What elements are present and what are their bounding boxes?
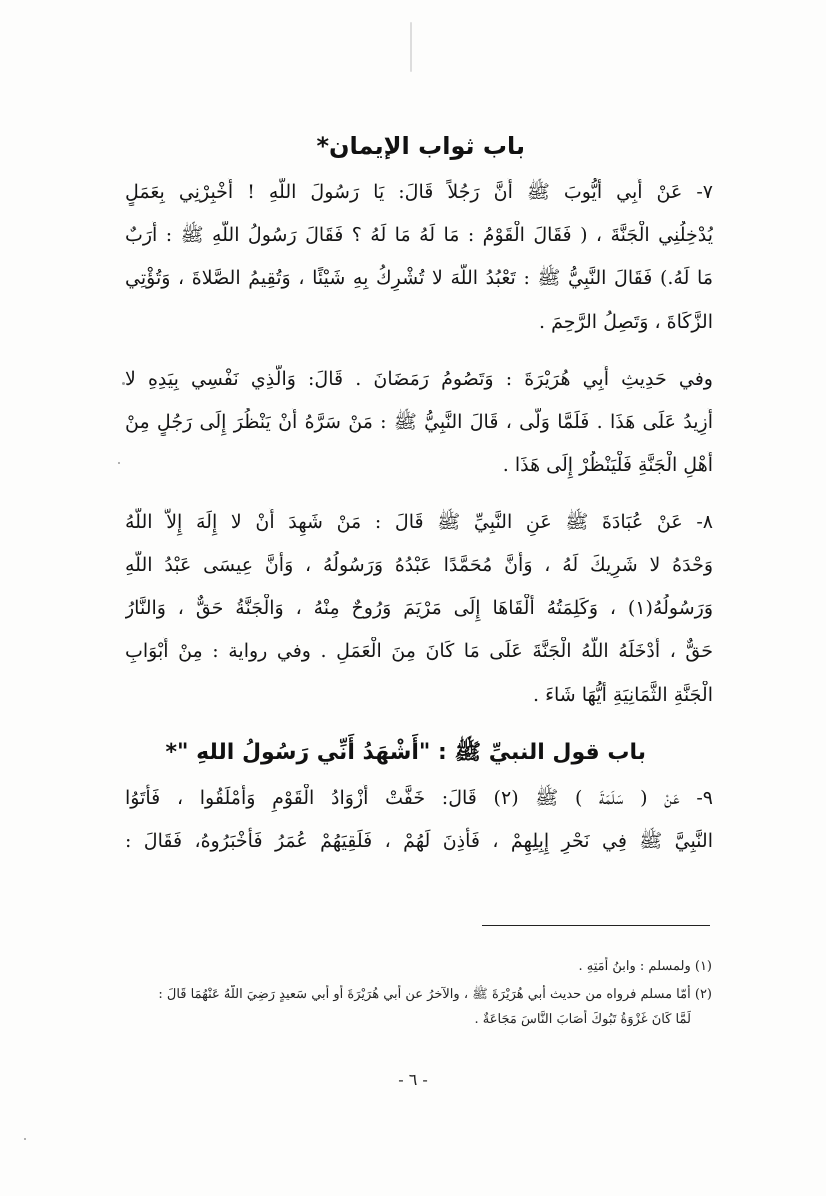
text-line: وَرَسُولُهُ(١) ، وَكَلِمَتُهُ أَلْقَاهَا إِلَى مَرْيَمَ وَرُوحٌ مِنْهُ ، وَالْجَنَّةُ حَقٌّ ، وَالنَّارُ (125, 597, 713, 619)
page-number: - ٦ - (398, 1070, 428, 1089)
text-line: حَقٌّ ، أَدْخَلَهُ اللَّهُ الْجَنَّةَ عَلَى مَا كَانَ مِنَ الْعَمَلِ . وفي رواية : مِنْ أَبْوَابِ (125, 640, 713, 662)
section-heading-prophet-saying: باب قول النبيِّ ﷺ : "أَشْهَدُ أَنِّي رَسُولُ اللهِ "* (165, 740, 646, 765)
scan-speck (122, 382, 125, 385)
text-line: الزَّكَاةَ ، وَتَصِلُ الرَّحِمَ . (539, 311, 713, 333)
scan-speck (24, 1138, 26, 1140)
section-heading-reward-of-faith: باب ثواب الإيمان* (316, 132, 525, 160)
text-line: وفي حَدِيثِ أَبِي هُرَيْرَةَ : وَتَصُومُ رَمَضَانَ . قَالَ: وَالَّذِي نَفْسِي بِيَدِهِ لا (125, 368, 713, 390)
footnote-2: (٢) أمّا مسلم فرواه من حديث أَبي هُرَيْرَةَ ﷺ ، والآخرُ عن أَبي هُرَيْرَةَ أو أبي سَعيدٍ رَضِيَ اللَّهُ عَنْهُمَا قَالَ : (158, 987, 712, 1002)
text-line: يُدْخِلُنِي الْجَنَّةَ ، ( فَقَالَ الْقَوْمُ : مَا لَهُ مَا لَهُ ؟ فَقَالَ رَسُولُ اللَّهِ ﷺ : أَرَبٌ (125, 224, 713, 246)
text-line: الْجَنَّةِ الثَّمَانِيَةِ أَيُّهَا شَاءَ . (533, 684, 713, 706)
text-line: ٩- عَنْ ( سَلَمَةَ ) ﷺ (٢) قَالَ: خَفَّتْ أَزْوَادُ الْقَوْمِ وَأَمْلَقُوا ، فَأَتَوُا (125, 787, 713, 809)
text-line: أَهْلِ الْجَنَّةِ فَلْيَنْظُرْ إِلَى هَذَا . (502, 454, 713, 476)
text-line: النَّبِيَّ ﷺ فِي نَحْرِ إِبِلِهِمْ ، فَأَذِنَ لَهُمْ ، فَلَقِيَهُمْ عُمَرُ فَأَخْبَرُوهُ، فَقَالَ : (125, 830, 713, 852)
scan-speck (118, 462, 120, 464)
text-line: أَزِيدُ عَلَى هَذَا . فَلَمَّا وَلَّى ، قَالَ النَّبِيُّ ﷺ : مَنْ سَرَّهُ أَنْ يَنْظُرَ إِلَى رَجُلٍ مِنْ (125, 411, 713, 433)
footnote-2-continuation: لَمَّا كَانَ غَزْوَةُ تَبُوكَ أَصَابَ النَّاسَ مَجَاعَةٌ . (474, 1012, 691, 1027)
text-line: ٨- عَنْ عُبَادَةَ ﷺ عَنِ النَّبِيِّ ﷺ قَالَ : مَنْ شَهِدَ أَنْ لا إِلَهَ إِلاَّ اللَّهُ (125, 511, 713, 533)
scan-speck (410, 22, 412, 72)
footnote-1: (١) ولمسلم : وابنُ أَمَتِهِ . (578, 959, 712, 974)
text-line: مَا لَهُ.) فَقَالَ النَّبِيُّ ﷺ : تَعْبُدُ اللَّهَ لا تُشْرِكُ بِهِ شَيْئًا ، وَتُقِيمُ الصَّلاةَ ، وَتُؤْتِي (125, 267, 713, 289)
text-line: ٧- عَنْ أَبِي أَيُّوبَ ﷺ أَنَّ رَجُلاً قَالَ: يَا رَسُولَ اللَّهِ ! أَخْبِرْنِي بِعَمَلٍ (125, 181, 713, 203)
text-line: وَحْدَهُ لا شَرِيكَ لَهُ ، وَأَنَّ مُحَمَّدًا عَبْدُهُ وَرَسُولُهُ ، وَأَنَّ عِيسَى عَبْدُ اللَّهِ (125, 554, 713, 576)
footnote-separator (482, 925, 710, 926)
